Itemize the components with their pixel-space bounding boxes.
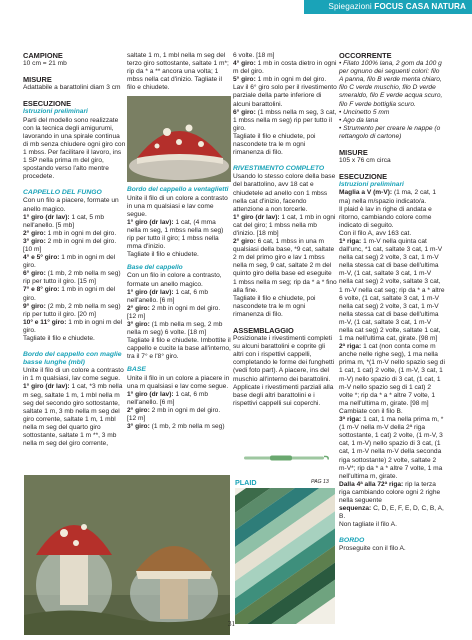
instruction-row: 1° giro (dr lav): 1 cat, 5 mb nell'anello. [5 mb] — [23, 213, 105, 229]
column-2 — [127, 52, 231, 431]
heading-occorrente: OCCORRENTE — [339, 51, 392, 60]
istruzioni-text: Parti del modello sono realizzate con la tecnica degli amigurumi, lavorando in una spirale continua di mb senza chiudere ogni giro con 1 mbss. Per facilitare il lavoro, ins 1 SP nella prima m del giro, spostando verso l'alto mentre procedete. — [23, 116, 126, 181]
ventaglietti-text: Unite il filo di un colore a contrasto in una m qualsiasi e lav come segue. — [127, 194, 228, 218]
header-title: FOCUS CASA NATURA — [374, 2, 466, 11]
instruction-row: 7° e 8° giro: 1 mb in ogni m del giro. — [23, 286, 116, 302]
hat-photo — [127, 96, 231, 182]
heading-istruzioni: Istruzioni preliminari — [23, 108, 88, 116]
page-number: 31 — [228, 620, 235, 628]
cambia-text: Cambiate con il filo B. — [339, 407, 403, 415]
heading-bordo-plaid: BORDO — [339, 537, 365, 545]
instruction-end: Tagliate il filo e chiudete, poi nascondete tra le m ogni rimanenza di filo. — [233, 294, 316, 318]
heading-campione: CAMPIONE — [23, 51, 63, 60]
instruction-end: Tagliate il filo e chiudete. — [127, 251, 199, 259]
istruzioni-plaid-text: Il plaid è lav in righe di andata e ritorno, cambiando colore come indicato di seguito. — [339, 205, 432, 229]
instruction-row: 2ª riga: 1 cat (non conta come m anche nelle righe seg), 1 ma nella prima m, *(1 m-V nello spazio seg di 1 cat, 1 cat) 2 volte, (1 m-V, 3 cat, 1 m-V) nello spazio di 3 cat, (1 cat, 1 m-V nello spazio seg di 1 cat) 2 volte *; rip da * a * altre 7 volte, 1 ma nell'ultima m, girate. [98 m] — [339, 343, 445, 407]
occorrente-needle: • Ago da lana — [339, 116, 379, 124]
heading-plaid: PLAID — [235, 478, 257, 487]
instruction-row: 1° giro (dr lav): 1 cat, *3 mb nella m seg, saltate 1 m, 1 mbl nella m seg del secondo giro sottostante, saltate 1 m, 3 mb nella m seg del giro corrente, saltate 1 m, 1 mbl nella m seg del quarto giro sottostante, saltate 1 m **, 3 mb nella m seg del giro corrente, — [23, 383, 123, 448]
instruction-row: 3° giro: 2 mb in ogni m del giro. [10 m] — [23, 237, 117, 253]
instruction-row: 1° giro (dr lav): 1 cat, 6 mb nell'anello. [6 m] — [127, 390, 209, 406]
column-3 — [233, 52, 337, 408]
instruction-row: 10° e 11° giro: 1 mb in ogni m del giro. — [23, 318, 123, 334]
campione-text: 10 cm = 21 mb — [23, 60, 67, 68]
page-reference: PAG 13 — [311, 479, 329, 485]
instruction-row: sequenza: C, D, E, F, E, D, C, B, A, B. — [339, 505, 444, 521]
crochet-hook-icon — [240, 453, 330, 463]
bordo-text: Unite il filo di un colore a contrasto in 1 m qualsiasi, lav come segue. — [23, 367, 124, 383]
instruction-row: 2° giro: 1 mb in ogni m del giro. — [23, 229, 117, 237]
heading-bordo-mbl: Bordo del cappello con maglie basse lunghe (mbl) — [23, 351, 122, 367]
instruction-row: 1° giro (dr lav): 1 cat, (4 mma nella m seg, 1 mbss nella m seg) rip per tutto il giro; 1 mbss nella mma d'inizio. — [127, 218, 224, 251]
mushroom-jars-photo — [24, 475, 230, 635]
heading-assemblaggio: ASSEMBLAGGIO — [233, 326, 294, 335]
heading-istruzioni-plaid: Istruzioni preliminari — [339, 181, 404, 189]
plaid-photo — [235, 488, 335, 624]
column-4 — [339, 52, 445, 554]
heading-cappello: CAPPELLO DEL FUNGO — [23, 189, 102, 197]
misure-plaid-text: 105 x 76 cm circa — [339, 157, 391, 165]
column-1 — [23, 52, 126, 448]
instruction-row: 4° e 5° giro: 1 mb in ogni m del giro. — [23, 254, 116, 270]
misure-text: Adattabile a barattolini diam 3 cm — [23, 84, 121, 92]
instruction-end: Non tagliate il filo A. — [339, 521, 397, 529]
cappello-intro: Con un filo a piacere, formate un anello magico. — [23, 197, 119, 213]
instruction-row: 3° giro: (1 mb nella m seg, 2 mb nella m seg) 6 volte. [18 m] — [127, 320, 223, 337]
base-text: Unite il filo in un colore a piacere in una m qualsiasi e lav come segue. — [127, 374, 230, 390]
instruction-row: 2° giro: 6 cat, 1 mbss in una m qualsiasi della base, *9 cat, saltate 2 m del primo giro e lav 1 mbss nella m seg, 9 cat, saltate 2 m del quinto giro della base ed eseguite 1 mbss nella m seg; rip da * a * fino alla fine. — [233, 238, 337, 294]
heading-ventaglietti: Bordo del cappello a ventaglietti — [127, 186, 229, 194]
instruction-row: 3ª riga: 1 cat, 1 ma nella prima m, *(1 m-V nella m-V della 2ª riga sottostante, 1 cat) 2 volte, (1 m-V, 3 cat, 1 m-V) nello spazio di 3 cat, (1 cat, 1 m-V nella m-V della seconda riga sottostante) 2 volte, saltate 2 m-V*; rip da * a * altre 7 volte, 1 ma nell'ultima m, girate. — [339, 416, 444, 480]
heading-base-cappello: Base del cappello — [127, 264, 183, 272]
occorrente-hook: • Uncinetto 5 mm — [339, 108, 390, 116]
instruction-row: 5° giro: 1 mb in ogni m del giro. Lav il 6° giro solo per il rivestimento parziale della parte inferiore di alcuni barattolini. — [233, 76, 337, 108]
instruction-row: Maglia a V (m-V): (1 ma, 2 cat, 1 ma) nella m/spazio indicato/a. — [339, 189, 437, 205]
base-cappello-text: Con un filo in colore a contrasto, formate un anello magico. — [127, 272, 222, 288]
instruction-row: Dalla 4ª alla 72ª riga: rip la terza riga cambiando colore ogni 2 righe nella seguente — [339, 480, 441, 504]
heading-base: BASE — [127, 366, 146, 374]
occorrente-tool: • Strumento per creare le nappe (o rettangolo di cartone) — [339, 124, 441, 140]
instruction-row: 1ª riga: 1 m-V nella quinta cat dall'unc, *1 cat, saltate 3 cat, 1 m-V nella cat seg) 2 volte, 3 cat, 1 m-V nella stessa cat di base dell'ultima m-V, (1 cat, saltate 3 cat, 1 m-V nella cat seg) 2 volte, saltate 3 cat, 1 m-V nella cat seg; rip da * a * altre 6 volte, (1 cat, saltate 3 cat, 1 m-V nella cat seg) 2 volte, 3 cat, 1 m-V nella stessa cat di base dell'ultima m-V, (1 cat, saltate 3 cat, 1 m-V nella cat seg) 2 volte, saltate 1 cat, 1 ma nell'ultima cat, girate. [98 m] — [339, 237, 445, 343]
assemblaggio-text: Posizionate i rivestimenti completi su alcuni barattolini e coprite gli altri con i rispettivi cappelli, completando le forme dei funghetti (vedi foto part). A piacere, ins del muschio all'interno dei barattolini. Applicate i rivestimenti parziali alla base degli altri barattolini e i rispettivi cappelli sui coperchi. — [233, 335, 335, 407]
heading-esecuzione: ESECUZIONE — [23, 99, 72, 109]
start-text: Con il filo A, avv 163 cat. — [339, 229, 412, 237]
mushroom-jars-image — [24, 475, 230, 635]
mushroom-hat-image — [127, 96, 231, 182]
heading-esecuzione-plaid: ESECUZIONE — [339, 172, 388, 182]
bordo-plaid-text: Proseguite con il filo A. — [339, 545, 406, 553]
instruction-row: 6° giro: (1 mb, 2 mb nella m seg) rip per tutto il giro. [15 m] — [23, 270, 121, 286]
instruction-row: 1° giro (dr lav): 1 cat, 6 mb nell'anello. [6 m] — [127, 288, 209, 304]
continued-text: 6 volte. [18 m] — [233, 52, 275, 59]
header-section: Spiegazioni — [328, 2, 372, 11]
instruction-row: 9° giro: (2 mb, 2 mb nella m seg) rip per tutto il giro. [20 m] — [23, 302, 121, 318]
instruction-row: 1° giro (dr lav): 1 cat, 1 mb in ogni cat del giro; 1 mbss nella mb d'inizio. [18 mb] — [233, 213, 336, 237]
instruction-row: 2° giro: 2 mb in ogni m del giro. [12 m] — [127, 304, 221, 320]
instruction-row: 4° giro: 1 mb in costa dietro in ogni m del giro. — [233, 60, 337, 76]
continued-text: saltate 1 m, 1 mbl nella m seg del terzo giro sottostante, saltate 1 m*; rip da * a ** ancora una volta; 1 mbss nella cat d'inizio. Tagliate il filo e chiudete. — [127, 52, 229, 92]
instruction-row: 3° giro: (1 mb, 2 mb nella m seg) — [127, 423, 225, 431]
occorrente-yarn: • Filato 100% lana, 2 gom da 100 g per ognuno dei seguenti colori: filo A panna, filo B verde menta chiaro, filo C verde muschio, filo D verde smeraldo, filo E verde acqua scuro, filo F verde bottiglia scuro. — [339, 60, 443, 108]
heading-misure: MISURE — [23, 75, 52, 85]
instruction-end: Tagliate il filo e chiudete, poi nascondete tra le m ogni rimanenza di filo. — [233, 132, 316, 157]
running-header — [328, 2, 466, 11]
instruction-row: 2° giro: 2 mb in ogni m del giro. [12 m] — [127, 406, 221, 422]
heading-misure-plaid: MISURE — [339, 148, 368, 158]
heading-rivestimento: RIVESTIMENTO COMPLETO — [233, 165, 325, 173]
rivestimento-text: Usando lo stesso colore della base del barattolino, avv 18 cat e chiudetele ad anello con 1 mbss nella cat d'inizio, facendo attenzione a non torcerle. — [233, 173, 336, 213]
instruction-end: Tagliate il filo e chiudete. — [23, 335, 95, 342]
instruction-row: 6° giro: (1 mbss nella m seg, 3 cat, 1 mbss nella m seg) rip per tutto il giro. — [233, 108, 337, 132]
plaid-image — [235, 488, 335, 624]
instruction-end: Tagliate il filo e chiudete. Imbottite il cappello e cucite la base all'interno, tra il 7° e l'8° giro. — [127, 337, 231, 361]
